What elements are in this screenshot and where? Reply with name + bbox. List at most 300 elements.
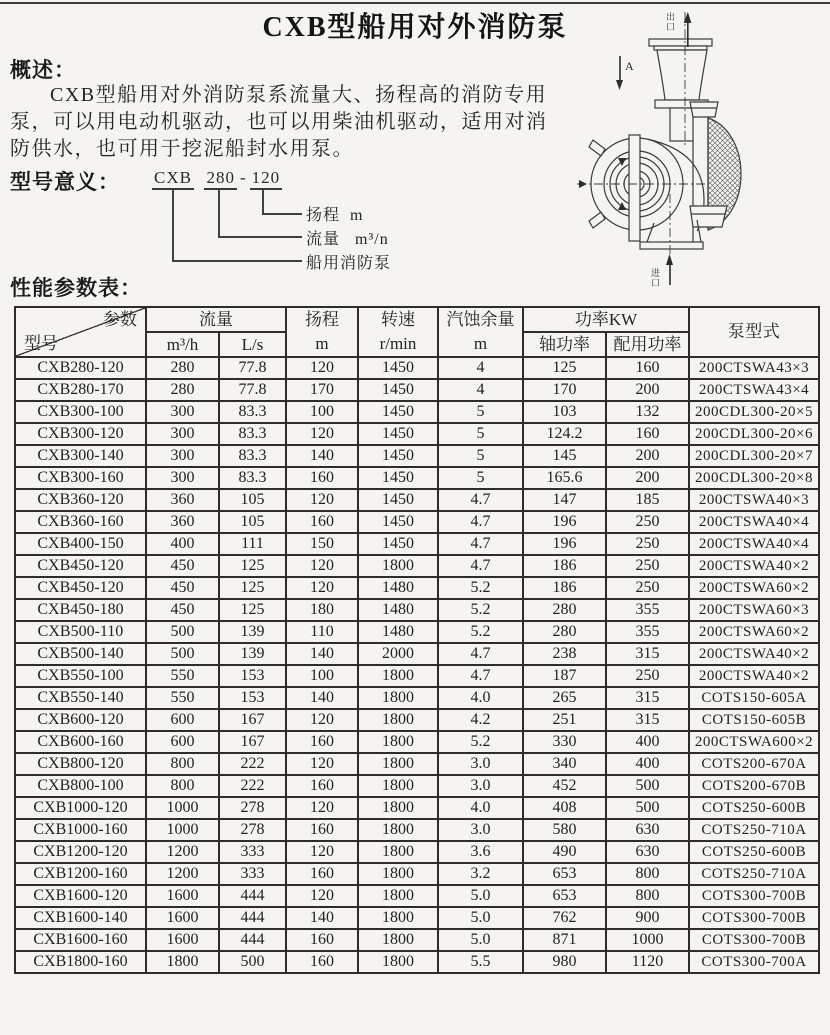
plate-marker-bottom-icon	[618, 202, 626, 210]
cell-model: CXB450-120	[15, 555, 146, 577]
table-cell: 200CTSWA40×4	[689, 511, 819, 533]
table-cell: 315	[606, 643, 689, 665]
model-label-flow: 流量 m³/n	[306, 231, 389, 248]
casing-lug-top	[589, 140, 605, 156]
table-cell: 360	[146, 489, 219, 511]
table-cell: 3.0	[438, 775, 523, 797]
table-cell: 300	[146, 401, 219, 423]
table-cell: 120	[286, 709, 358, 731]
cell-model: CXB800-100	[15, 775, 146, 797]
table-cell: 1800	[358, 907, 438, 929]
table-cell: 1600	[146, 885, 219, 907]
table-cell: 200CTSWA43×4	[689, 379, 819, 401]
mounting-plate	[629, 135, 640, 241]
table-header	[15, 307, 819, 357]
table-cell: 186	[523, 555, 606, 577]
cell-model: CXB300-140	[15, 445, 146, 467]
table-cell: 167	[219, 731, 286, 753]
header-rated-power: 配用功率	[606, 332, 689, 357]
cell-model: CXB1200-160	[15, 863, 146, 885]
table-cell: 1480	[358, 599, 438, 621]
model-code-flow: 280	[204, 168, 237, 190]
table-row	[15, 555, 819, 577]
table-row	[15, 951, 819, 973]
inlet-arrow-icon	[666, 254, 673, 285]
table-cell: 132	[606, 401, 689, 423]
table-row	[15, 731, 819, 753]
section-a-label: A	[625, 59, 634, 73]
table-cell: 160	[286, 731, 358, 753]
table-cell: 4.7	[438, 511, 523, 533]
table-cell: 630	[606, 841, 689, 863]
table-row	[15, 907, 819, 929]
table-cell: 3.0	[438, 819, 523, 841]
table-cell: 340	[523, 753, 606, 775]
table-cell: 83.3	[219, 445, 286, 467]
table-row	[15, 885, 819, 907]
cell-model: CXB360-160	[15, 511, 146, 533]
table-cell: 1800	[358, 709, 438, 731]
model-code-series: CXB	[152, 168, 194, 190]
table-cell: 120	[286, 555, 358, 577]
header-pump-type: 泵型式	[689, 307, 819, 357]
table-row	[15, 929, 819, 951]
table-row	[15, 863, 819, 885]
table-cell: 300	[146, 423, 219, 445]
table-cell: 490	[523, 841, 606, 863]
table-cell: 1800	[358, 841, 438, 863]
table-cell: 200CTSWA60×2	[689, 577, 819, 599]
table-cell: 1450	[358, 423, 438, 445]
table-cell: 200CTSWA40×2	[689, 665, 819, 687]
table-cell: 150	[286, 533, 358, 555]
cell-model: CXB1600-140	[15, 907, 146, 929]
table-cell: 160	[286, 819, 358, 841]
table-row	[15, 489, 819, 511]
table-cell: 1120	[606, 951, 689, 973]
table-cell: 140	[286, 643, 358, 665]
overview-paragraph: CXB型船用对外消防泵系流量大、扬程高的消防专用泵，可以用电动机驱动，也可以用柴油机驱动，适用对消防供水，也可用于挖泥船封水用泵。	[10, 84, 548, 160]
table-cell: 444	[219, 907, 286, 929]
table-cell: 900	[606, 907, 689, 929]
table-cell: 200CDL300-20×7	[689, 445, 819, 467]
table-cell: 125	[219, 599, 286, 621]
table-cell: 250	[606, 511, 689, 533]
table-cell: 4.0	[438, 797, 523, 819]
table-cell: 1800	[358, 665, 438, 687]
table-row	[15, 357, 819, 379]
table-cell: 140	[286, 687, 358, 709]
table-cell: COTS150-605B	[689, 709, 819, 731]
table-cell: 800	[606, 863, 689, 885]
table-cell: COTS250-710A	[689, 863, 819, 885]
discharge-trumpet	[649, 39, 712, 141]
table-cell: 2000	[358, 643, 438, 665]
table-row	[15, 665, 819, 687]
table-cell: 1800	[358, 555, 438, 577]
table-row	[15, 511, 819, 533]
table-cell: 5	[438, 467, 523, 489]
cell-model: CXB500-140	[15, 643, 146, 665]
cell-model: CXB280-170	[15, 379, 146, 401]
table-row	[15, 621, 819, 643]
header-flow-m3h: m³/h	[146, 332, 219, 357]
table-cell: 5.2	[438, 731, 523, 753]
table-cell: 1480	[358, 577, 438, 599]
table-cell: 1800	[358, 753, 438, 775]
table-cell: 200CDL300-20×5	[689, 401, 819, 423]
table-row	[15, 467, 819, 489]
table-cell: 105	[219, 511, 286, 533]
cell-model: CXB400-150	[15, 533, 146, 555]
table-cell: 4.7	[438, 643, 523, 665]
table-cell: 1000	[606, 929, 689, 951]
table-cell: 333	[219, 841, 286, 863]
table-cell: 1200	[146, 841, 219, 863]
table-cell: 1800	[358, 687, 438, 709]
cell-model: CXB360-120	[15, 489, 146, 511]
table-cell: COTS300-700A	[689, 951, 819, 973]
table-cell: 1000	[146, 797, 219, 819]
table-cell: 1800	[358, 819, 438, 841]
corner-label-param: 参数	[103, 310, 137, 329]
performance-table-heading: 性能参数表：	[10, 276, 142, 300]
cell-model: CXB300-120	[15, 423, 146, 445]
table-cell: 1450	[358, 445, 438, 467]
cell-model: CXB550-100	[15, 665, 146, 687]
cell-model: CXB300-100	[15, 401, 146, 423]
table-cell: 1450	[358, 467, 438, 489]
table-cell: 120	[286, 841, 358, 863]
table-cell: 120	[286, 357, 358, 379]
table-cell: 140	[286, 445, 358, 467]
table-cell: 200CTSWA60×2	[689, 621, 819, 643]
plate-marker-top-icon	[618, 158, 626, 166]
table-row	[15, 599, 819, 621]
cell-model: CXB280-120	[15, 357, 146, 379]
table-cell: 333	[219, 863, 286, 885]
table-body	[15, 357, 819, 973]
table-cell: 4.0	[438, 687, 523, 709]
dome-bracket-top	[690, 102, 718, 117]
table-row	[15, 379, 819, 401]
cell-model: CXB500-110	[15, 621, 146, 643]
table-cell: COTS200-670A	[689, 753, 819, 775]
table-row	[15, 841, 819, 863]
table-cell: 125	[219, 555, 286, 577]
table-cell: 1800	[146, 951, 219, 973]
cell-model: CXB450-180	[15, 599, 146, 621]
cell-model: CXB1200-120	[15, 841, 146, 863]
table-cell: 355	[606, 599, 689, 621]
table-cell: 3.0	[438, 753, 523, 775]
header-flow-ls: L/s	[219, 332, 286, 357]
table-cell: 200CTSWA60×3	[689, 599, 819, 621]
page-top-rule	[0, 2, 830, 4]
table-cell: 160	[286, 951, 358, 973]
table-cell: 3.2	[438, 863, 523, 885]
table-cell: 125	[219, 577, 286, 599]
table-cell: 5	[438, 401, 523, 423]
table-cell: 278	[219, 819, 286, 841]
header-head: 扬程 m	[286, 307, 358, 357]
table-cell: 4.7	[438, 665, 523, 687]
table-cell: 355	[606, 621, 689, 643]
table-cell: 200CDL300-20×8	[689, 467, 819, 489]
header-shaft-power: 轴功率	[523, 332, 606, 357]
pump-drawing	[575, 8, 827, 308]
table-cell: 280	[523, 621, 606, 643]
header-power-group: 功率KW	[523, 307, 689, 332]
inlet-label: 进口	[650, 268, 660, 288]
table-row	[15, 819, 819, 841]
header-flow-group: 流量	[146, 307, 286, 332]
table-cell: 5.5	[438, 951, 523, 973]
suction-flange	[640, 242, 703, 249]
table-cell: 400	[606, 753, 689, 775]
table-cell: 630	[606, 819, 689, 841]
table-row	[15, 445, 819, 467]
table-cell: 300	[146, 445, 219, 467]
table-cell: 444	[219, 929, 286, 951]
table-cell: 160	[286, 467, 358, 489]
table-cell: 83.3	[219, 467, 286, 489]
model-code-head: 120	[250, 168, 283, 190]
table-cell: 160	[606, 423, 689, 445]
table-cell: 120	[286, 753, 358, 775]
table-cell: 5	[438, 423, 523, 445]
table-cell: 180	[286, 599, 358, 621]
table-cell: 187	[523, 665, 606, 687]
table-cell: COTS200-670B	[689, 775, 819, 797]
table-cell: 120	[286, 797, 358, 819]
table-cell: 5	[438, 445, 523, 467]
table-cell: 280	[523, 599, 606, 621]
table-cell: 160	[606, 357, 689, 379]
table-cell: 139	[219, 643, 286, 665]
table-cell: 1450	[358, 511, 438, 533]
table-cell: 5.2	[438, 621, 523, 643]
table-cell: 330	[523, 731, 606, 753]
table-cell: 500	[606, 775, 689, 797]
table-cell: 250	[606, 555, 689, 577]
table-cell: 77.8	[219, 379, 286, 401]
table-cell: 871	[523, 929, 606, 951]
outlet-label: 出口	[665, 12, 675, 32]
cell-model: CXB600-120	[15, 709, 146, 731]
table-cell: 100	[286, 401, 358, 423]
table-cell: 5.2	[438, 599, 523, 621]
table-cell: 1800	[358, 731, 438, 753]
corner-label-model: 型号	[24, 334, 58, 353]
header-speed: 转速 r/min	[358, 307, 438, 357]
table-cell: 200	[606, 445, 689, 467]
corner-header-cell	[15, 307, 146, 357]
table-cell: 250	[606, 533, 689, 555]
table-cell: 120	[286, 489, 358, 511]
table-cell: 408	[523, 797, 606, 819]
cell-model: CXB450-120	[15, 577, 146, 599]
table-cell: 1800	[358, 929, 438, 951]
table-cell: 452	[523, 775, 606, 797]
table-cell: 222	[219, 775, 286, 797]
table-cell: 83.3	[219, 401, 286, 423]
table-cell: 238	[523, 643, 606, 665]
table-cell: 160	[286, 863, 358, 885]
table-cell: 200	[606, 379, 689, 401]
table-cell: COTS250-710A	[689, 819, 819, 841]
table-cell: 120	[286, 577, 358, 599]
table-cell: 1200	[146, 863, 219, 885]
table-cell: 4.7	[438, 489, 523, 511]
model-code	[152, 168, 282, 188]
table-cell: 1800	[358, 863, 438, 885]
table-row	[15, 401, 819, 423]
table-cell: 77.8	[219, 357, 286, 379]
table-cell: 200	[606, 467, 689, 489]
table-cell: 450	[146, 577, 219, 599]
table-cell: 4.7	[438, 533, 523, 555]
cell-model: CXB1000-160	[15, 819, 146, 841]
table-row	[15, 423, 819, 445]
table-cell: 170	[523, 379, 606, 401]
table-cell: 139	[219, 621, 286, 643]
table-cell: 4	[438, 379, 523, 401]
table-cell: 4.7	[438, 555, 523, 577]
table-cell: 762	[523, 907, 606, 929]
table-cell: 120	[286, 885, 358, 907]
cell-model: CXB550-140	[15, 687, 146, 709]
table-cell: 200CTSWA40×2	[689, 555, 819, 577]
table-cell: 160	[286, 929, 358, 951]
table-cell: 196	[523, 533, 606, 555]
table-cell: 653	[523, 863, 606, 885]
table-cell: 1450	[358, 401, 438, 423]
table-cell: 165.6	[523, 467, 606, 489]
table-cell: 153	[219, 665, 286, 687]
table-cell: COTS250-600B	[689, 797, 819, 819]
table-cell: 4	[438, 357, 523, 379]
table-cell: 280	[146, 357, 219, 379]
cell-model: CXB300-160	[15, 467, 146, 489]
table-cell: 300	[146, 467, 219, 489]
section-a-arrow-icon	[616, 56, 623, 90]
table-cell: 265	[523, 687, 606, 709]
table-cell: 500	[146, 643, 219, 665]
table-cell: 315	[606, 687, 689, 709]
table-cell: 400	[146, 533, 219, 555]
table-row	[15, 753, 819, 775]
overview-heading: 概述：	[10, 58, 76, 82]
table-cell: 200CTSWA40×4	[689, 533, 819, 555]
table-cell: 580	[523, 819, 606, 841]
table-cell: 550	[146, 665, 219, 687]
table-row	[15, 577, 819, 599]
page-title: CXB型船用对外消防泵	[262, 12, 568, 43]
table-cell: 103	[523, 401, 606, 423]
table-cell: 1600	[146, 907, 219, 929]
performance-table	[14, 306, 820, 974]
table-cell: 450	[146, 599, 219, 621]
table-cell: 186	[523, 577, 606, 599]
table-cell: 444	[219, 885, 286, 907]
table-cell: 1450	[358, 357, 438, 379]
table-cell: 500	[606, 797, 689, 819]
table-cell: 147	[523, 489, 606, 511]
table-cell: 200CTSWA43×3	[689, 357, 819, 379]
table-cell: 1450	[358, 379, 438, 401]
table-cell: COTS300-700B	[689, 885, 819, 907]
table-cell: 124.2	[523, 423, 606, 445]
table-cell: COTS150-605A	[689, 687, 819, 709]
table-cell: 653	[523, 885, 606, 907]
callout-line-head	[262, 189, 302, 215]
table-cell: 1480	[358, 621, 438, 643]
table-cell: 800	[146, 753, 219, 775]
table-cell: 160	[286, 775, 358, 797]
table-cell: 600	[146, 709, 219, 731]
cell-model: CXB1600-120	[15, 885, 146, 907]
table-cell: 980	[523, 951, 606, 973]
table-cell: 500	[219, 951, 286, 973]
table-cell: 1450	[358, 533, 438, 555]
table-cell: 200CTSWA40×3	[689, 489, 819, 511]
table-cell: 600	[146, 731, 219, 753]
table-cell: 251	[523, 709, 606, 731]
table-cell: 800	[606, 885, 689, 907]
table-row	[15, 687, 819, 709]
table-row	[15, 797, 819, 819]
table-cell: 1800	[358, 797, 438, 819]
table-cell: 140	[286, 907, 358, 929]
table-cell: 105	[219, 489, 286, 511]
table-cell: 1450	[358, 489, 438, 511]
table-cell: 5.2	[438, 577, 523, 599]
table-cell: 5.0	[438, 885, 523, 907]
table-cell: 200CTSWA600×2	[689, 731, 819, 753]
table-cell: 1000	[146, 819, 219, 841]
table-cell: 1800	[358, 951, 438, 973]
table-cell: 160	[286, 511, 358, 533]
table-cell: 278	[219, 797, 286, 819]
model-meaning-heading: 型号意义：	[10, 170, 120, 194]
table-cell: 315	[606, 709, 689, 731]
cell-model: CXB800-120	[15, 753, 146, 775]
table-row	[15, 775, 819, 797]
table-cell: 400	[606, 731, 689, 753]
table-cell: 3.6	[438, 841, 523, 863]
cell-model: CXB600-160	[15, 731, 146, 753]
table-cell: 1600	[146, 929, 219, 951]
table-cell: 222	[219, 753, 286, 775]
table-cell: 110	[286, 621, 358, 643]
table-row	[15, 643, 819, 665]
table-cell: COTS300-700B	[689, 929, 819, 951]
table-cell: 5.0	[438, 907, 523, 929]
pump-volute	[591, 138, 704, 231]
dome-bracket-bottom	[690, 206, 727, 227]
table-cell: 200CTSWA40×2	[689, 643, 819, 665]
table-cell: 120	[286, 423, 358, 445]
table-cell: 83.3	[219, 423, 286, 445]
table-cell: 800	[146, 775, 219, 797]
model-label-head: 扬程 m	[306, 207, 364, 224]
table-cell: 153	[219, 687, 286, 709]
table-cell: 5.0	[438, 929, 523, 951]
table-cell: 250	[606, 665, 689, 687]
cell-model: CXB1000-120	[15, 797, 146, 819]
casing-lug-bottom	[589, 212, 605, 228]
